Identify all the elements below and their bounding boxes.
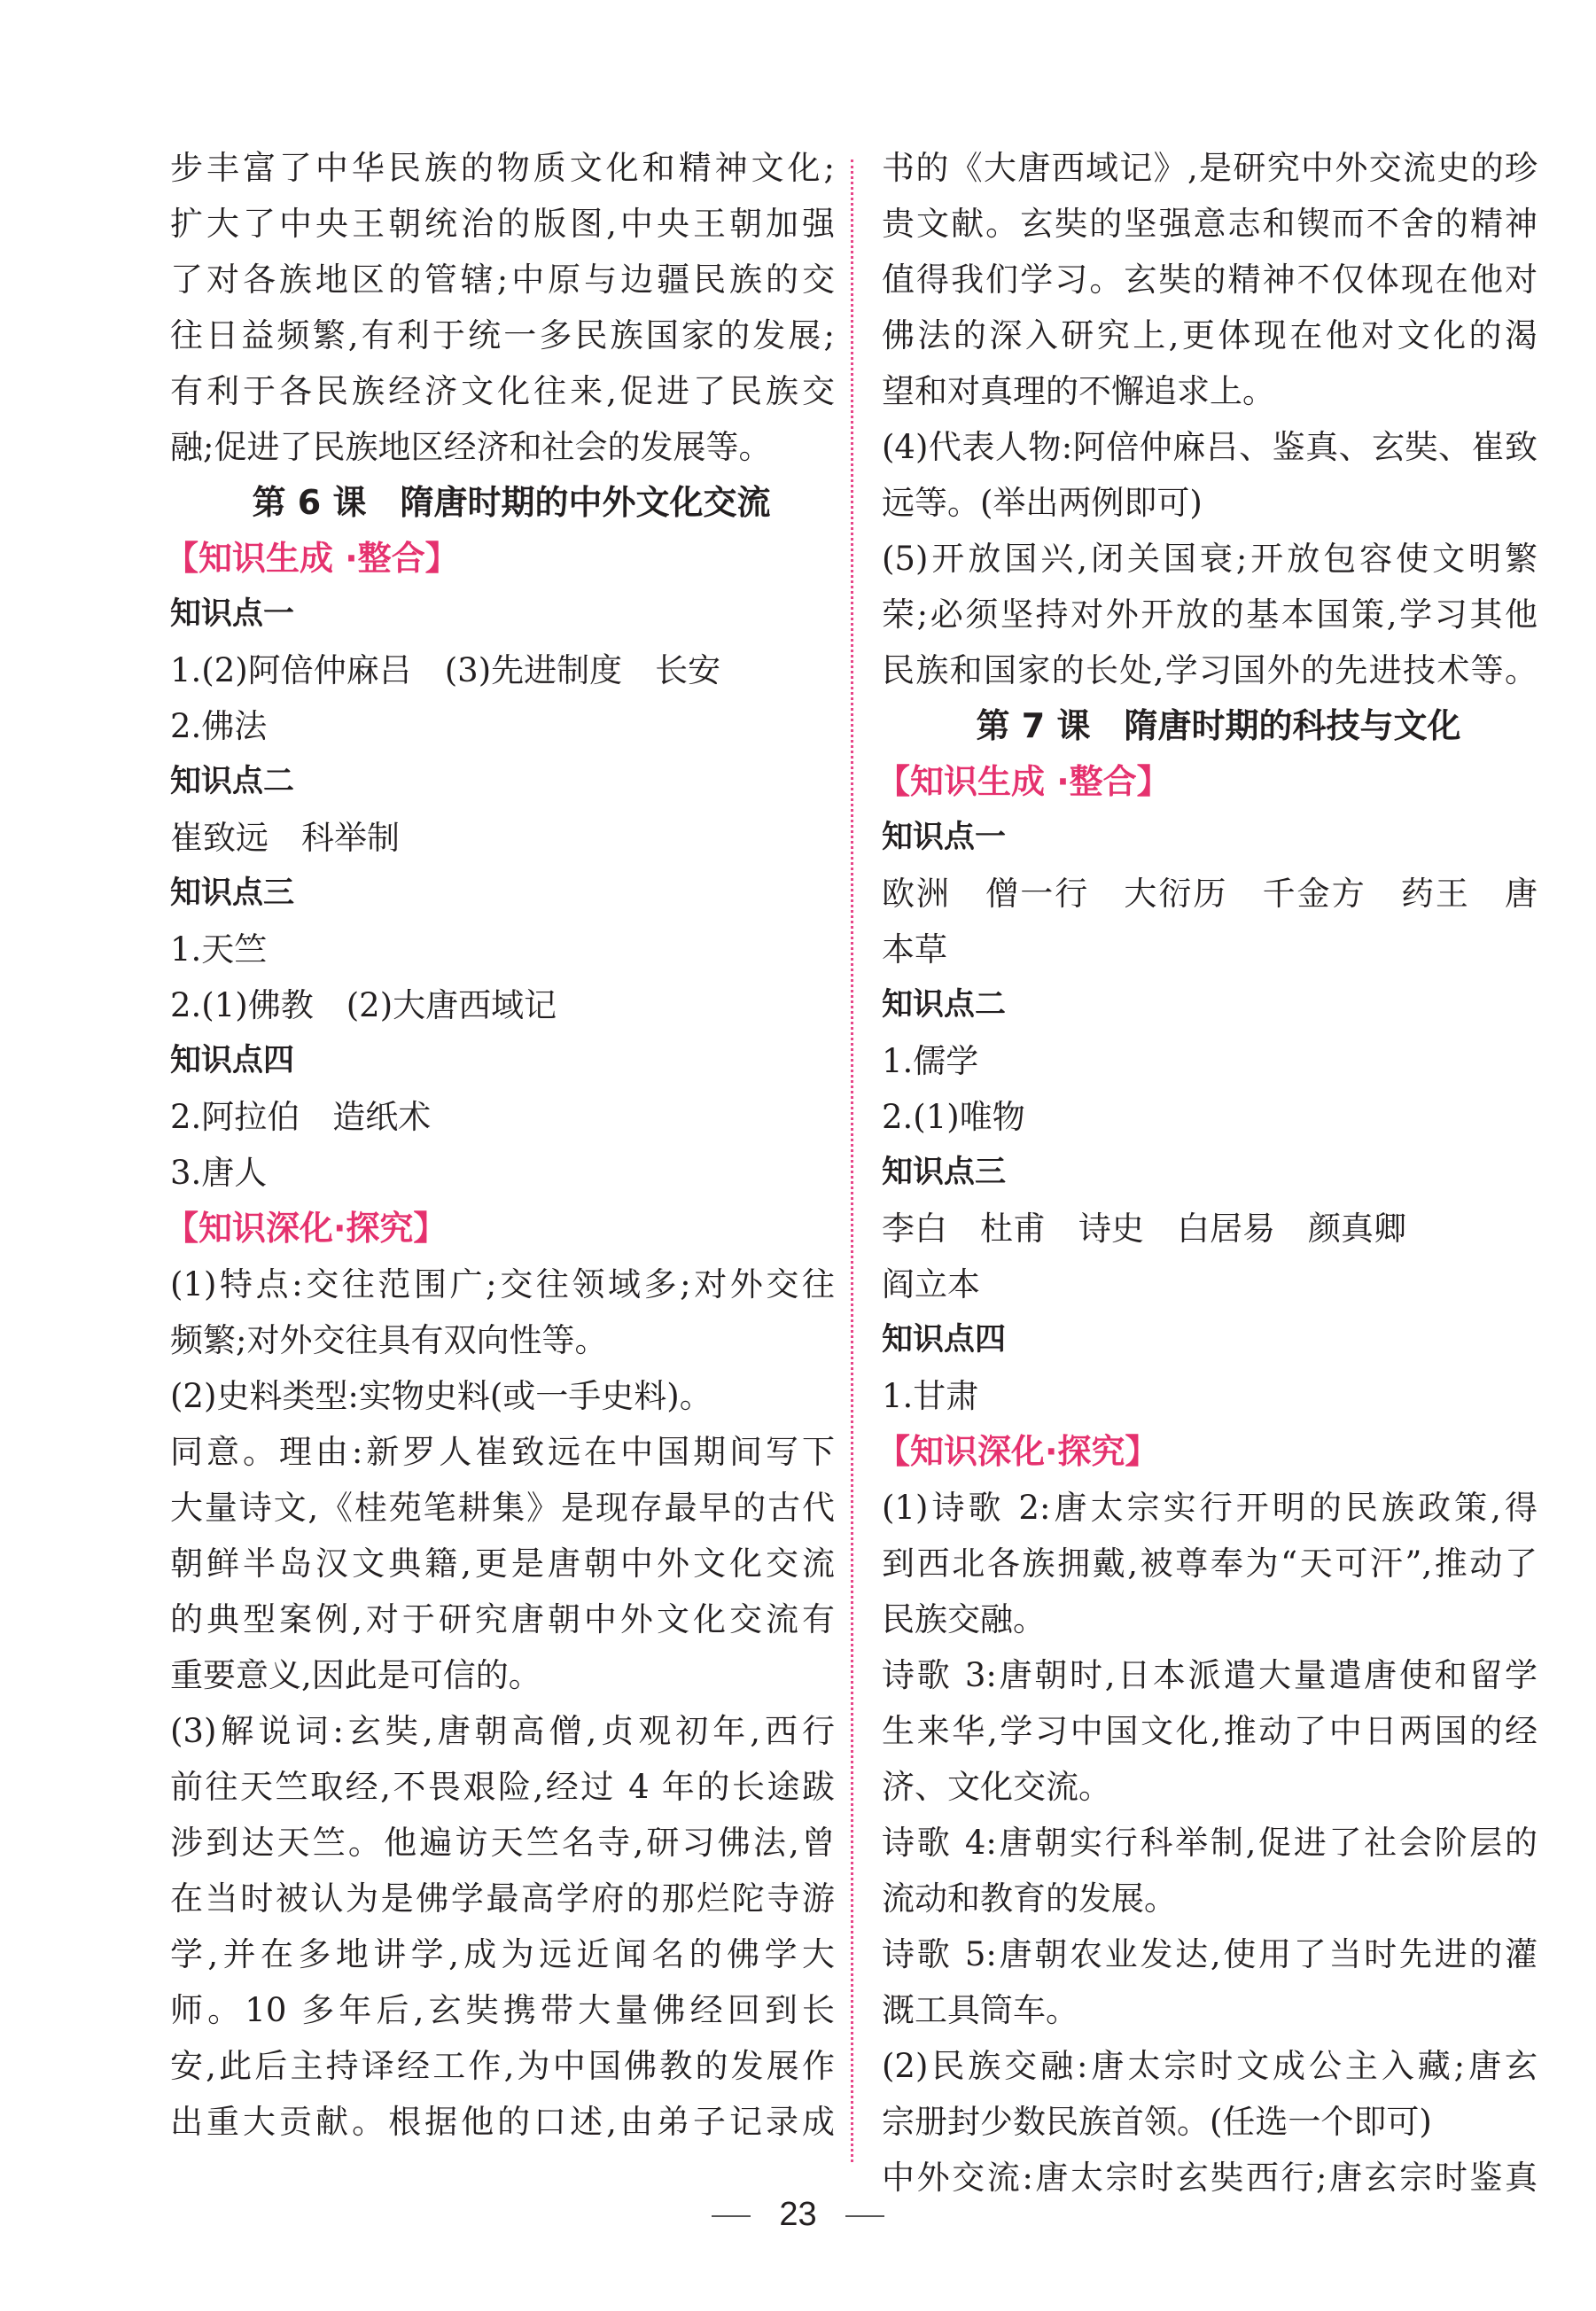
text-line: 溉工具筒车。 [882, 1991, 1078, 2029]
column-divider [851, 160, 853, 2162]
text-line: 宗册封少数民族首领。(任选一个即可) [882, 2103, 1432, 2141]
text-line: 诗歌 5:唐朝农业发达,使用了当时先进的灌 [882, 1935, 1538, 1973]
text-line: 融;促进了民族地区经济和社会的发展等。 [170, 428, 772, 466]
section-heading: 【知识生成 ·整合】 [165, 539, 459, 578]
knowledge-point-heading: 知识点一 [170, 596, 295, 632]
text-line: 贵文献。玄奘的坚强意志和锲而不舍的精神 [882, 205, 1538, 243]
text-line: 2.阿拉伯 造纸术 [170, 1098, 432, 1136]
text-line: 荣;必须坚持对外开放的基本国策,学习其他 [882, 595, 1538, 634]
text-line: 频繁;对外交往具有双向性等。 [170, 1321, 608, 1359]
text-line: 李白 杜甫 诗史 白居易 颜真卿 [882, 1210, 1406, 1248]
text-line: 的典型案例,对于研究唐朝中外文化交流有 [170, 1600, 835, 1638]
section-heading: 【知识深化·探究】 [876, 1432, 1159, 1471]
text-line: 崔致远 科举制 [170, 819, 400, 857]
text-line: 1.儒学 [882, 1042, 979, 1080]
text-line: 济、文化交流。 [882, 1768, 1111, 1806]
text-line: 值得我们学习。玄奘的精神不仅体现在他对 [882, 261, 1538, 299]
text-line: 1.(2)阿倍仲麻吕 (3)先进制度 长安 [170, 651, 721, 689]
text-line: (1)特点:交往范围广;交往领域多;对外交往 [170, 1265, 835, 1303]
footer-dash-right [845, 2215, 884, 2217]
text-line: 民族交融。 [882, 1600, 1046, 1638]
text-line: 2.(1)佛教 (2)大唐西域记 [170, 986, 557, 1024]
text-line: (3)解说词:玄奘,唐朝高僧,贞观初年,西行 [170, 1712, 835, 1750]
text-line: 安,此后主持译经工作,为中国佛教的发展作 [170, 2047, 835, 2085]
page-number: 23 [779, 2196, 817, 2233]
text-line: 学,并在多地讲学,成为远近闻名的佛学大 [170, 1935, 835, 1973]
text-line: 流动和教育的发展。 [882, 1879, 1177, 1918]
text-line: (1)诗歌 2:唐太宗实行开明的民族政策,得 [882, 1489, 1538, 1527]
text-line: 在当时被认为是佛学最高学府的那烂陀寺游 [170, 1879, 835, 1918]
lesson-title: 第 7 课 隋唐时期的科技与文化 [976, 706, 1461, 745]
knowledge-point-heading: 知识点二 [882, 987, 1007, 1023]
text-line: 往日益频繁,有利于统一多民族国家的发展; [170, 316, 835, 354]
text-line: 望和对真理的不懈追求上。 [882, 372, 1275, 410]
text-line: 步丰富了中华民族的物质文化和精神文化; [170, 149, 835, 187]
text-line: 1.天竺 [170, 930, 268, 969]
text-line: 有利于各民族经济文化往来,促进了民族交 [170, 372, 835, 410]
text-line: 到西北各族拥戴,被尊奉为“天可汗”,推动了 [882, 1545, 1538, 1583]
knowledge-point-heading: 知识点四 [170, 1043, 295, 1078]
text-line: 朝鲜半岛汉文典籍,更是唐朝中外文化交流 [170, 1545, 835, 1583]
text-line: 重要意义,因此是可信的。 [170, 1656, 541, 1694]
text-line: 3.唐人 [170, 1154, 268, 1192]
text-line: (2)民族交融:唐太宗时文成公主入藏;唐玄 [882, 2047, 1538, 2085]
text-line: 涉到达天竺。他遍访天竺名寺,研习佛法,曾 [170, 1824, 835, 1862]
text-line: 大量诗文,《桂苑笔耕集》是现存最早的古代 [170, 1489, 835, 1527]
text-line: 中外交流:唐太宗时玄奘西行;唐玄宗时鉴真 [882, 2159, 1538, 2197]
text-line: 阎立本 [882, 1265, 980, 1303]
text-line: (2)史料类型:实物史料(或一手史料)。 [170, 1377, 712, 1415]
text-line: 佛法的深入研究上,更体现在他对文化的渴 [882, 316, 1538, 354]
section-heading: 【知识生成 ·整合】 [876, 762, 1171, 801]
text-line: (5)开放国兴,闭关国衰;开放包容使文明繁 [882, 540, 1538, 578]
text-line: 1.甘肃 [882, 1377, 979, 1415]
left-column [165, 140, 835, 2150]
footer-dash-left [712, 2215, 751, 2217]
text-line: 书的《大唐西域记》,是研究中外交流史的珍 [882, 149, 1538, 187]
knowledge-point-heading: 知识点三 [882, 1155, 1007, 1190]
text-line: 诗歌 3:唐朝时,日本派遣大量遣唐使和留学 [882, 1656, 1538, 1694]
page-number-footer [0, 2196, 1596, 2234]
knowledge-point-heading: 知识点四 [882, 1322, 1007, 1358]
text-line: 出重大贡献。根据他的口述,由弟子记录成 [170, 2103, 835, 2141]
text-line: 同意。理由:新罗人崔致远在中国期间写下 [170, 1433, 835, 1471]
text-line: 欧洲 僧一行 大衍历 千金方 药王 唐 [882, 875, 1538, 913]
text-line: (4)代表人物:阿倍仲麻吕、鉴真、玄奘、崔致 [882, 428, 1538, 466]
text-line: 本草 [882, 930, 947, 969]
text-line: 2.(1)唯物 [882, 1098, 1025, 1136]
text-line: 师。10 多年后,玄奘携带大量佛经回到长 [170, 1991, 835, 2029]
text-line: 民族和国家的长处,学习国外的先进技术等。 [882, 651, 1538, 689]
text-line: 了对各族地区的管辖;中原与边疆民族的交 [170, 261, 835, 299]
text-line: 诗歌 4:唐朝实行科举制,促进了社会阶层的 [882, 1824, 1538, 1862]
knowledge-point-heading: 知识点二 [170, 764, 295, 799]
text-line: 2.佛法 [170, 707, 268, 745]
text-line: 前往天竺取经,不畏艰险,经过 4 年的长途跋 [170, 1768, 835, 1806]
text-line: 生来华,学习中国文化,推动了中日两国的经 [882, 1712, 1538, 1750]
lesson-title: 第 6 课 隋唐时期的中外文化交流 [252, 483, 771, 522]
text-line: 扩大了中央王朝统治的版图,中央王朝加强 [170, 205, 835, 243]
text-line: 远等。(举出两例即可) [882, 484, 1203, 522]
right-column [876, 140, 1538, 2206]
section-heading: 【知识深化·探究】 [165, 1209, 448, 1248]
knowledge-point-heading: 知识点三 [170, 875, 295, 911]
knowledge-point-heading: 知识点一 [882, 820, 1007, 855]
